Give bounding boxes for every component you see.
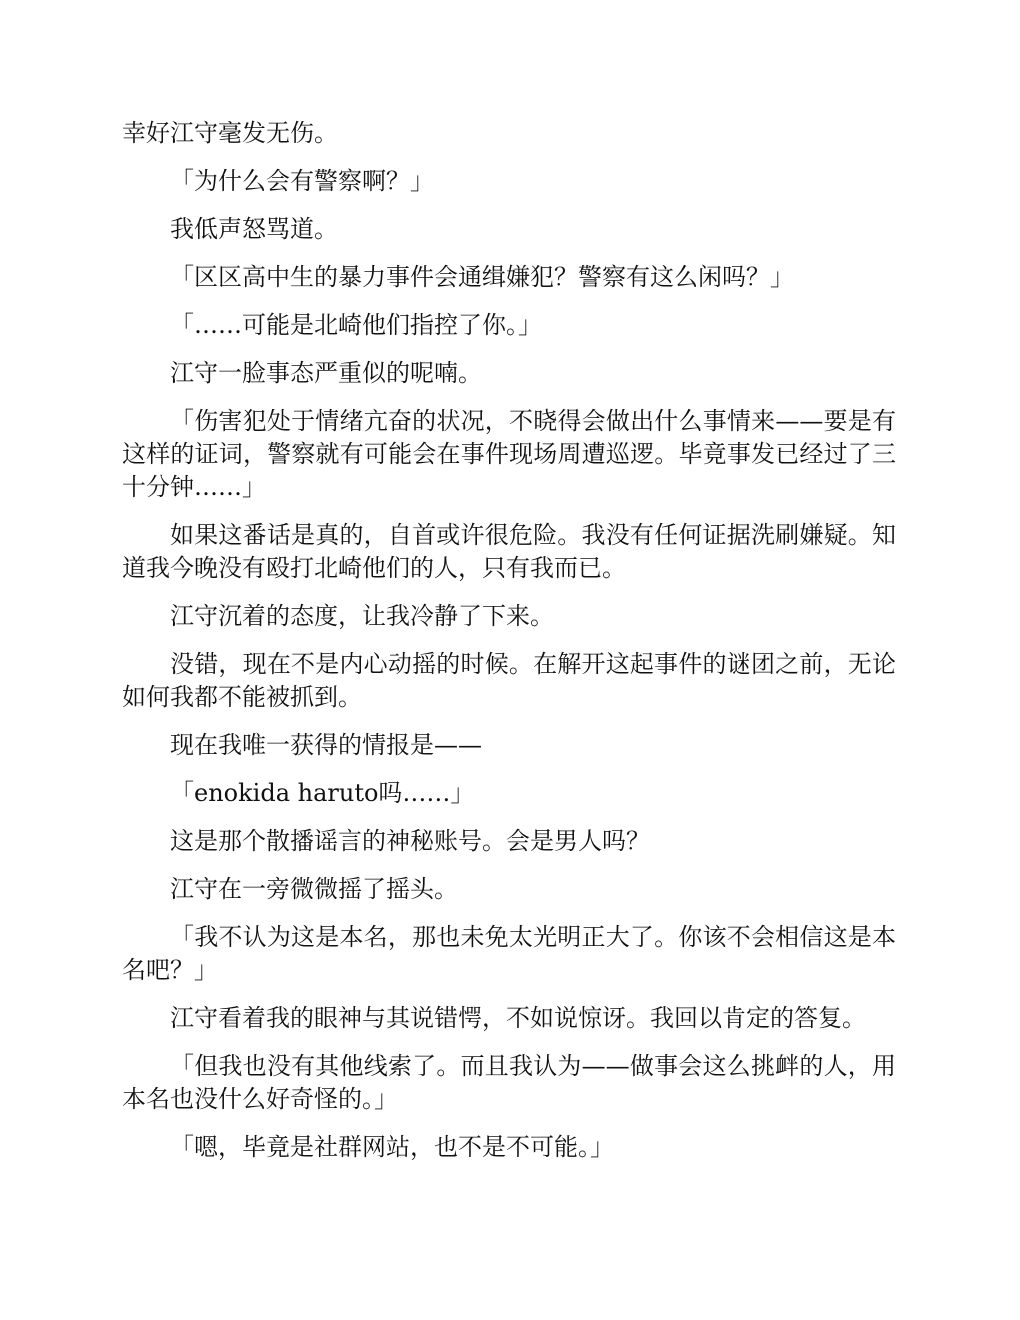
paragraph: 「enokida haruto吗……」 — [170, 779, 475, 807]
paragraph: 江守一脸事态严重似的呢喃。 — [170, 359, 482, 387]
paragraph: 现在我唯一获得的情报是—— — [170, 731, 482, 759]
paragraph: 没错，现在不是内心动摇的时候。在解开这起事件的谜团之前，无论如何我都不能被抓到。 — [122, 650, 896, 711]
paragraph: 江守沉着的态度，让我冷静了下来。 — [170, 602, 554, 630]
paragraph: 「……可能是北崎他们指控了你。」 — [170, 311, 542, 339]
paragraph: 江守在一旁微微摇了摇头。 — [170, 875, 458, 903]
paragraph: 「我不认为这是本名，那也未免太光明正大了。你该不会相信这是本名吧？」 — [122, 923, 896, 984]
paragraph: 「为什么会有警察啊？」 — [170, 167, 434, 195]
paragraph: 「区区高中生的暴力事件会通缉嫌犯？警察有这么闲吗？」 — [170, 263, 794, 291]
paragraph: 江守看着我的眼神与其说错愕，不如说惊讶。我回以肯定的答复。 — [170, 1004, 866, 1032]
paragraph: 「但我也没有其他线索了。而且我认为——做事会这么挑衅的人，用本名也没什么好奇怪的。」 — [122, 1052, 896, 1113]
document-page — [122, 117, 896, 1179]
paragraph: 「嗯，毕竟是社群网站，也不是不可能。」 — [170, 1133, 614, 1161]
paragraph: 我低声怒骂道。 — [170, 215, 338, 243]
paragraph: 「伤害犯处于情绪亢奋的状况，不晓得会做出什么事情来——要是有这样的证词，警察就有可能会在事件现场周遭巡逻。毕竟事发已经过了三十分钟……」 — [122, 407, 896, 501]
paragraph: 这是那个散播谣言的神秘账号。会是男人吗？ — [170, 827, 650, 855]
paragraph: 如果这番话是真的，自首或许很危险。我没有任何证据洗刷嫌疑。知道我今晚没有殴打北崎他们的人，只有我而已。 — [122, 521, 896, 582]
paragraph: 幸好江守毫发无伤。 — [122, 119, 338, 147]
